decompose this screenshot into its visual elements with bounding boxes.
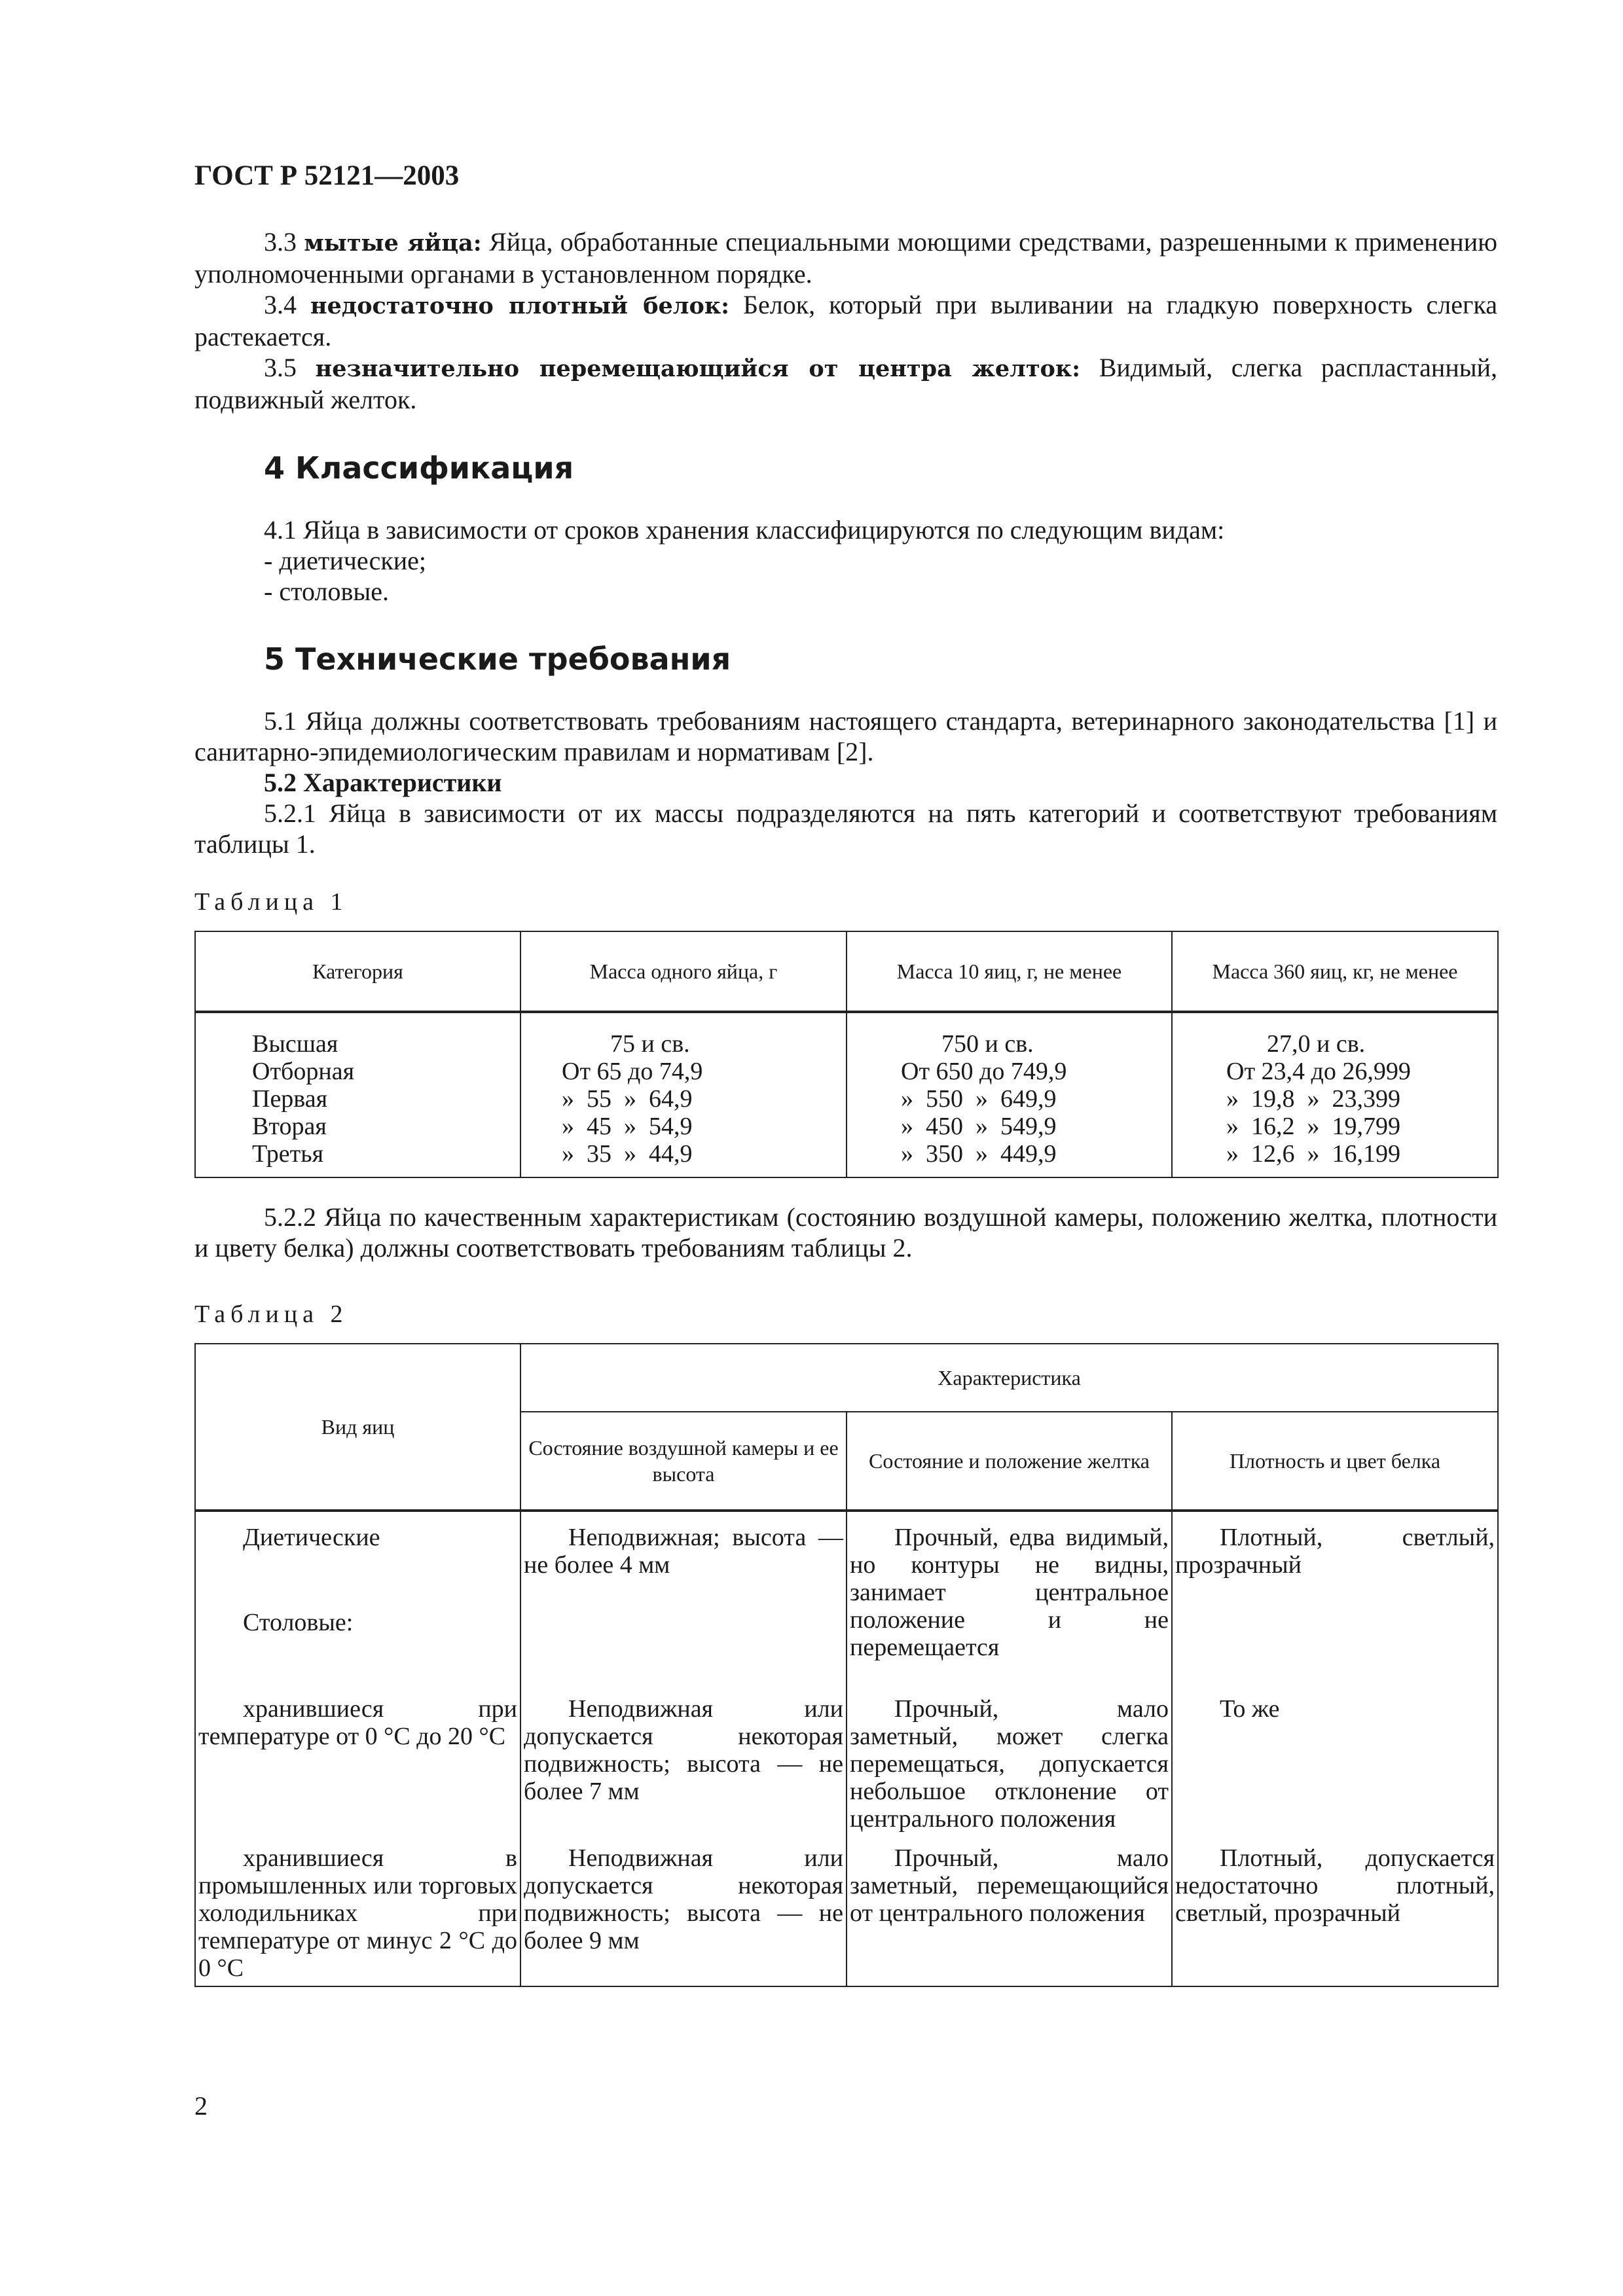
- mass-one-column: 75 и св. От 65 до 74,9 » 55 » 64,9 » 45 » 54,9 » 35 » 44,9: [520, 1012, 847, 1177]
- definitions: [194, 226, 1497, 415]
- definition-3-4: 3.4 недостаточно плотный белок: Белок, который при выливании на гладкую поверхность слегка растекается.: [194, 290, 1498, 351]
- table-header: Характеристика: [520, 1344, 1498, 1412]
- paragraph-4-1: 4.1 Яйца в зависимости от сроков хранения классифицируются по следующим видам:: [264, 515, 1225, 545]
- table-header: Масса 360 яиц, кг, не менее: [1172, 931, 1498, 1012]
- section-4-body: [194, 514, 1497, 607]
- table-cell: Прочный, мало заметный, может слегка перемещаться, допускается небольшое отклонение от центрального положения: [847, 1678, 1172, 1840]
- table-2-caption: Таблица 2: [194, 1300, 348, 1328]
- table-header: Плотность и цвет белка: [1172, 1412, 1498, 1511]
- list-item: - столовые.: [264, 577, 389, 606]
- table-cell: хранившиеся при температуре от 0 °С до 20 °С: [195, 1678, 520, 1840]
- table-header: Масса 10 яиц, г, не менее: [847, 931, 1172, 1012]
- table-2: [194, 1343, 1499, 1987]
- table-cell: Диетические Столовые:: [195, 1511, 520, 1678]
- table-header: Состояние и положение желтка: [847, 1412, 1172, 1511]
- table-row: [195, 1012, 1498, 1177]
- table-header: Состояние воздушной камеры и ее высота: [520, 1412, 847, 1511]
- table-cell: То же: [1172, 1678, 1498, 1840]
- page-number: 2: [194, 2091, 208, 2121]
- subsection-5-2: 5.2 Характеристики: [264, 768, 502, 797]
- table-header: Масса одного яйца, г: [520, 931, 847, 1012]
- section-5-title: 5 Технические требования: [264, 641, 731, 677]
- table-1: [194, 931, 1499, 1178]
- table-1-caption: Таблица 1: [194, 888, 348, 916]
- paragraph-5-2-1: 5.2.1 Яйца в зависимости от их массы подразделяются на пять категорий и соответствуют требованиям таблицы 1.: [194, 798, 1497, 859]
- table-header: Вид яиц: [195, 1344, 520, 1511]
- mass-360-column: 27,0 и св. От 23,4 до 26,999 » 19,8 » 23,399 » 16,2 » 19,799 » 12,6 » 16,199: [1172, 1012, 1498, 1177]
- section-4-title: 4 Классификация: [264, 450, 574, 486]
- paragraph-5-2-2: 5.2.2 Яйца по качественным характеристикам (состоянию воздушной камеры, положению желтка, плотности и цвету белка) должны соответствовать требованиям таблицы 2.: [194, 1202, 1497, 1263]
- table-cell: Неподвижная; высота — не более 4 мм: [520, 1511, 847, 1678]
- table-cell: хранившиеся в промышленных или торговых холодильниках при температуре от минус 2 °С до 0 °С: [195, 1840, 520, 1986]
- table-cell: Прочный, едва видимый, но контуры не видны, занимает центральное положение и не перемещается: [847, 1511, 1172, 1678]
- table-row: [195, 1840, 1498, 1986]
- category-column: Высшая Отборная Первая Вторая Третья: [195, 1012, 520, 1177]
- table-cell: Плотный, светлый, прозрачный: [1172, 1511, 1498, 1678]
- table-cell: Прочный, мало заметный, перемещающийся от центрального положения: [847, 1840, 1172, 1986]
- mass-ten-column: 750 и св. От 650 до 749,9 » 550 » 649,9 » 450 » 549,9 » 350 » 449,9: [847, 1012, 1172, 1177]
- table-row: [195, 1511, 1498, 1678]
- doc-header: ГОСТ Р 52121—2003: [194, 160, 460, 191]
- definition-3-5: 3.5 незначительно перемещающийся от центра желток: Видимый, слегка распластанный, подвижный желток.: [194, 353, 1498, 414]
- table-row: [195, 1678, 1498, 1840]
- definition-3-3: 3.3 мытые яйца: Яйца, обработанные специальными моющими средствами, разрешенными к применению уполномоченными органами в установленном порядке.: [194, 227, 1498, 289]
- table-cell: Плотный, допускается недостаточно плотный, светлый, прозрачный: [1172, 1840, 1498, 1986]
- list-item: - диетические;: [264, 546, 427, 575]
- table-cell: Неподвижная или допускается некоторая подвижность; высота — не более 9 мм: [520, 1840, 847, 1986]
- table-header: Категория: [195, 931, 520, 1012]
- table-cell: Неподвижная или допускается некоторая подвижность; высота — не более 7 мм: [520, 1678, 847, 1840]
- paragraph-5-1: 5.1 Яйца должны соответствовать требованиям настоящего стандарта, ветеринарного законодательства [1] и санитарно-эпидемиологическим правилам и нормативам [2].: [194, 706, 1497, 766]
- section-5-body: [194, 706, 1497, 859]
